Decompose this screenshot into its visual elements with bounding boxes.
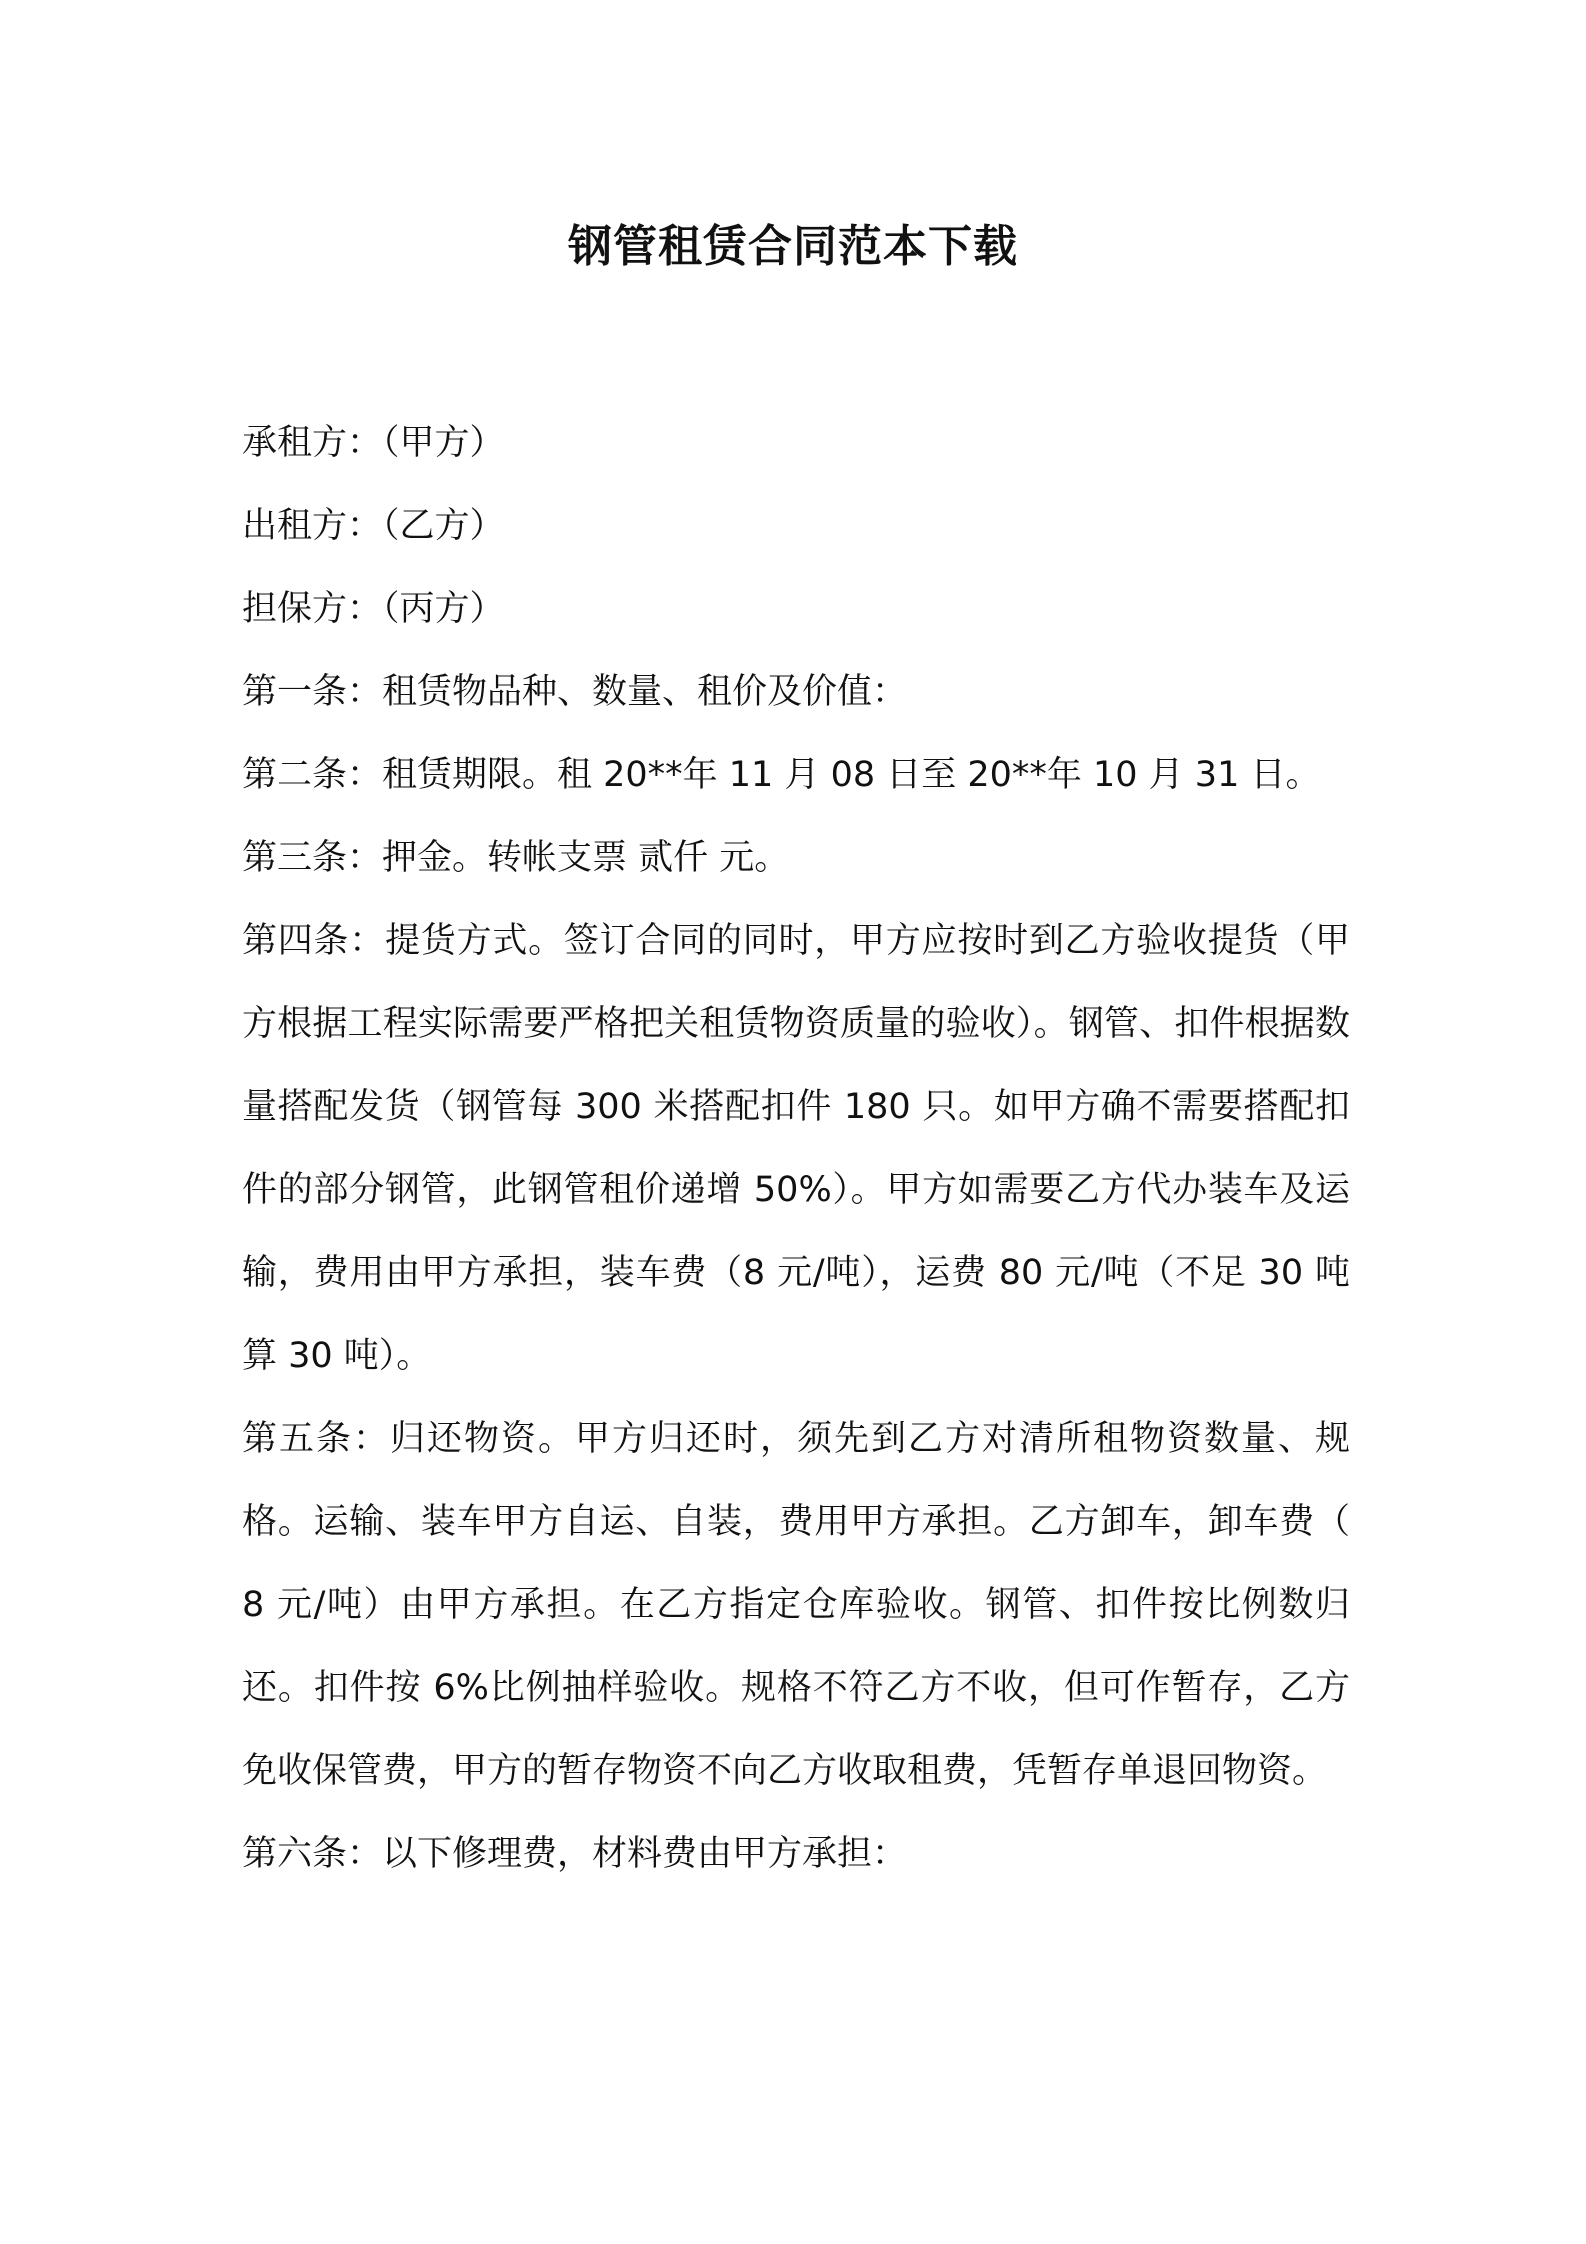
party-guarantor: 担保方：（丙方） [242, 589, 505, 629]
article-5: 第五条：归还物资。甲方归还时，须先到乙方对清所租物资数量、规格。运输、装车甲方自运、自装，费用甲方承担。乙方卸车，卸车费（ 8 元/吨）由甲方承担。在乙方指定仓库验收。钢管、扣件按比例数归还。扣件按 6%比例抽样验收。规格不符乙方不收，但可作暂存，乙方免收保管费，甲方的暂存物资不向乙方收取租费，凭暂存单退回物资。 [242, 1419, 1350, 1791]
document-title: 钢管租赁合同范本下载 [568, 221, 1018, 272]
article-1: 第一条：租赁物品种、数量、租价及价值： [242, 672, 908, 712]
article-2: 第二条：租赁期限。租 20**年 11 月 08 日至 20**年 10 月 31 日。 [242, 755, 1321, 795]
article-6: 第六条：以下修理费，材料费由甲方承担： [242, 1834, 908, 1874]
article-4: 第四条：提货方式。签订合同的同时，甲方应按时到乙方验收提货（甲方根据工程实际需要严格把关租赁物资质量的验收）。钢管、扣件根据数量搭配发货（钢管每 300 米搭配扣件 180 只。如甲方确不需要搭配扣件的部分钢管，此钢管租价递增 50%）。甲方如需要乙方代办装车及运输，费用由甲方承担，装车费（8 元/吨），运费 80 元/吨（不足 30 吨算 30 吨）。 [242, 921, 1350, 1376]
article-3: 第三条：押金。转帐支票 贰仟 元。 [242, 838, 790, 878]
document-body [242, 402, 1350, 1896]
party-lessor: 出租方：（乙方） [242, 506, 505, 546]
party-lessee: 承租方：（甲方） [242, 423, 505, 463]
